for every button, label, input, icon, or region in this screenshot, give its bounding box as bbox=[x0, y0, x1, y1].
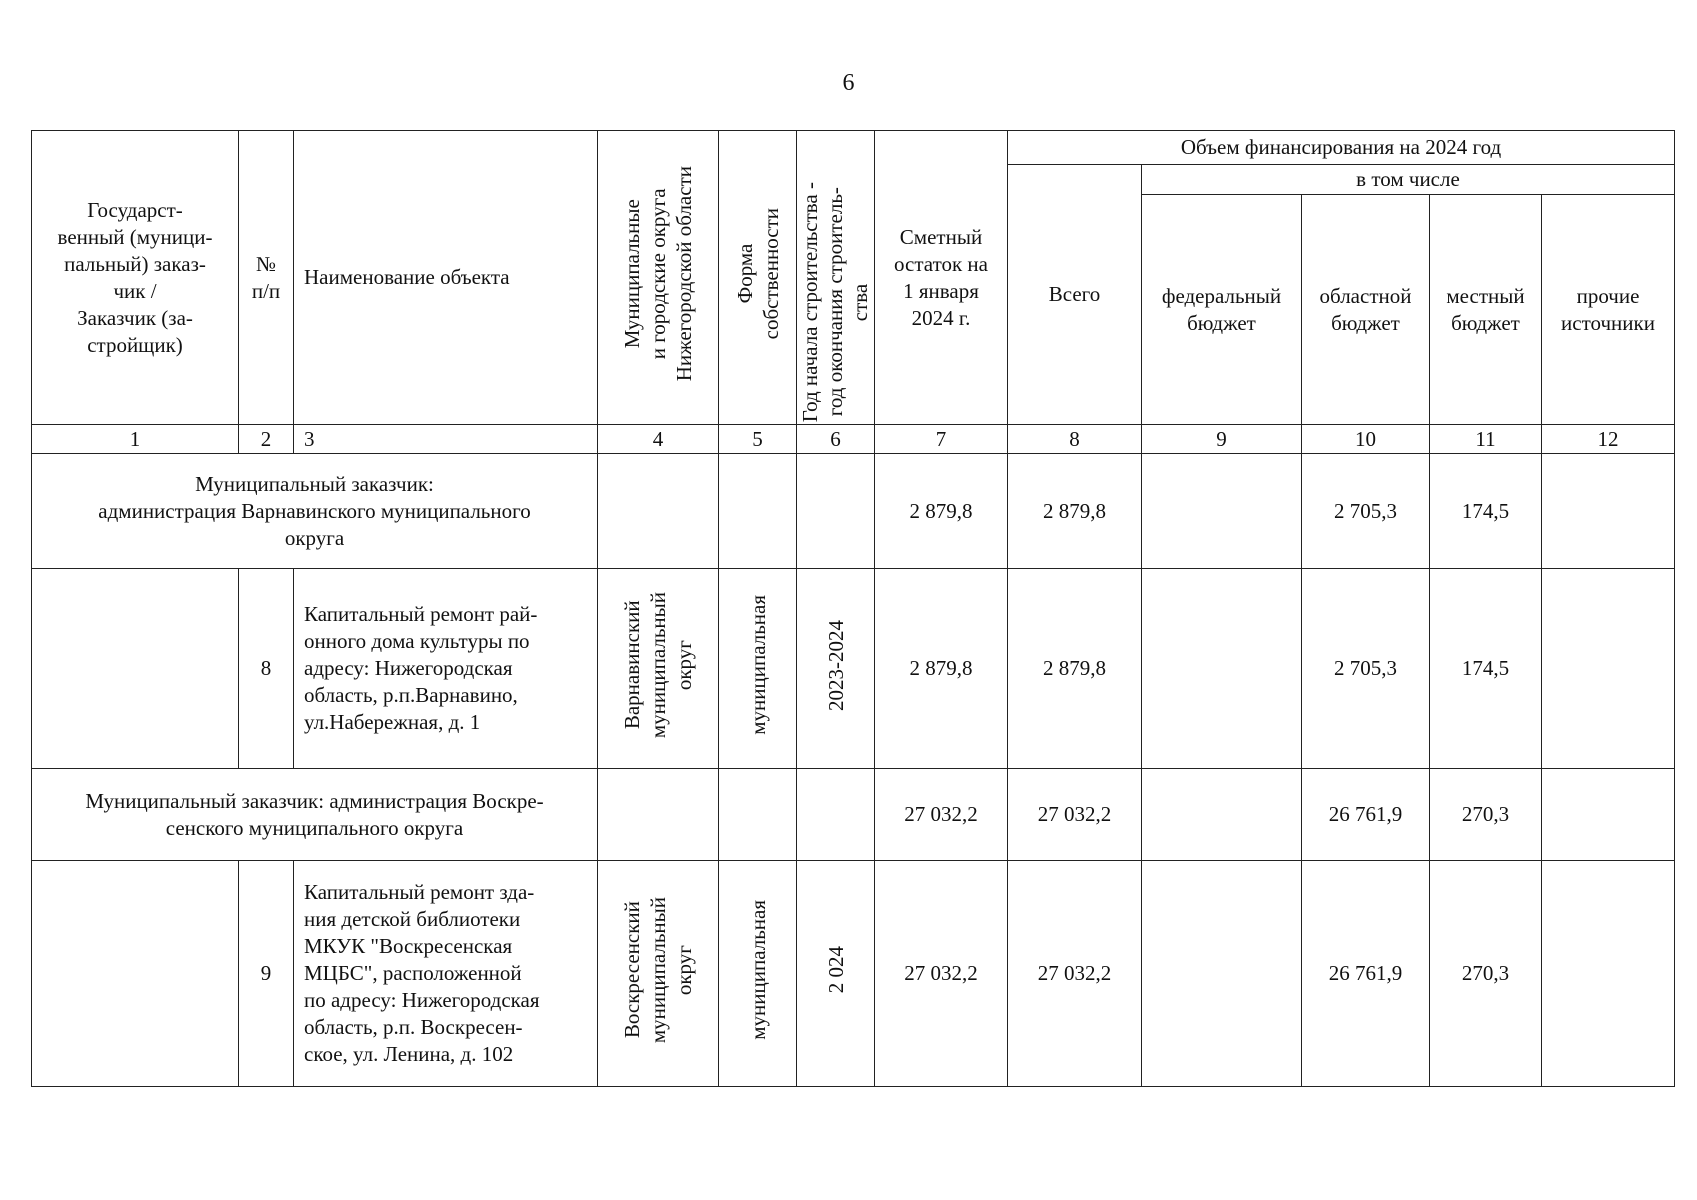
item-years: 2 024 bbox=[797, 861, 875, 1087]
blank-cell bbox=[797, 769, 875, 861]
header-customer: Государст- венный (муници- пальный) заказ- чик / Заказчик (за- стройщик) bbox=[32, 131, 239, 425]
column-number: 10 bbox=[1302, 425, 1430, 454]
group-total: 27 032,2 bbox=[1008, 769, 1142, 861]
item-total: 2 879,8 bbox=[1008, 569, 1142, 769]
header-federal: федеральный бюджет bbox=[1142, 195, 1302, 425]
item-number: 8 bbox=[239, 569, 294, 769]
group-local: 174,5 bbox=[1430, 454, 1542, 569]
header-ownership: Форма собственности bbox=[719, 131, 797, 425]
group-total: 2 879,8 bbox=[1008, 454, 1142, 569]
header-municipal-districts: Муниципальные и городские округа Нижегородской области bbox=[598, 131, 719, 425]
item-regional: 2 705,3 bbox=[1302, 569, 1430, 769]
blank-cell bbox=[32, 861, 239, 1087]
blank-cell bbox=[32, 569, 239, 769]
group-other bbox=[1542, 454, 1675, 569]
item-local: 174,5 bbox=[1430, 569, 1542, 769]
blank-cell bbox=[719, 454, 797, 569]
column-number: 4 bbox=[598, 425, 719, 454]
blank-cell bbox=[797, 454, 875, 569]
column-number: 5 bbox=[719, 425, 797, 454]
column-number: 3 bbox=[294, 425, 598, 454]
header-object-name: Наименование объекта bbox=[294, 131, 598, 425]
group-regional: 2 705,3 bbox=[1302, 454, 1430, 569]
item-ownership: муниципальная bbox=[719, 861, 797, 1087]
column-number: 6 bbox=[797, 425, 875, 454]
item-federal bbox=[1142, 861, 1302, 1087]
item-row bbox=[32, 569, 1675, 769]
header-estimate-remainder: Сметный остаток на 1 января 2024 г. bbox=[875, 131, 1008, 425]
column-number: 7 bbox=[875, 425, 1008, 454]
header-number: № п/п bbox=[239, 131, 294, 425]
group-customer: Муниципальный заказчик: администрация Варнавинского муниципального округа bbox=[32, 454, 598, 569]
item-estimate: 27 032,2 bbox=[875, 861, 1008, 1087]
header-local: местный бюджет bbox=[1430, 195, 1542, 425]
group-other bbox=[1542, 769, 1675, 861]
financing-table bbox=[31, 130, 1675, 1087]
header-regional: областной бюджет bbox=[1302, 195, 1430, 425]
item-other bbox=[1542, 569, 1675, 769]
page-number: 6 bbox=[842, 70, 855, 96]
group-customer: Муниципальный заказчик: администрация Воскре- сенского муниципального округа bbox=[32, 769, 598, 861]
column-number: 9 bbox=[1142, 425, 1302, 454]
item-name: Капитальный ремонт зда- ния детской библиотеки МКУК "Воскресенская МЦБС", расположенной по адресу: Нижегородская область, р.п. Воскресен- ское, ул. Ленина, д. 102 bbox=[294, 861, 598, 1087]
item-district: Варнавинский муниципальный округ bbox=[598, 569, 719, 769]
group-federal bbox=[1142, 769, 1302, 861]
header-financing-title: Объем финансирования на 2024 год bbox=[1008, 131, 1675, 165]
item-total: 27 032,2 bbox=[1008, 861, 1142, 1087]
blank-cell bbox=[719, 769, 797, 861]
blank-cell bbox=[598, 454, 719, 569]
header-other: прочие источники bbox=[1542, 195, 1675, 425]
column-number: 2 bbox=[239, 425, 294, 454]
header-including: в том числе bbox=[1142, 165, 1675, 195]
item-number: 9 bbox=[239, 861, 294, 1087]
group-regional: 26 761,9 bbox=[1302, 769, 1430, 861]
group-row bbox=[32, 454, 1675, 569]
item-ownership: муниципальная bbox=[719, 569, 797, 769]
group-estimate: 2 879,8 bbox=[875, 454, 1008, 569]
header-total: Всего bbox=[1008, 165, 1142, 425]
column-number: 8 bbox=[1008, 425, 1142, 454]
group-estimate: 27 032,2 bbox=[875, 769, 1008, 861]
column-number: 1 bbox=[32, 425, 239, 454]
item-other bbox=[1542, 861, 1675, 1087]
item-name: Капитальный ремонт рай- онного дома культуры по адресу: Нижегородская область, р.п.Варнавино, ул.Набережная, д. 1 bbox=[294, 569, 598, 769]
group-local: 270,3 bbox=[1430, 769, 1542, 861]
item-regional: 26 761,9 bbox=[1302, 861, 1430, 1087]
group-row bbox=[32, 769, 1675, 861]
item-federal bbox=[1142, 569, 1302, 769]
item-estimate: 2 879,8 bbox=[875, 569, 1008, 769]
item-row bbox=[32, 861, 1675, 1087]
item-years: 2023-2024 bbox=[797, 569, 875, 769]
item-local: 270,3 bbox=[1430, 861, 1542, 1087]
column-number: 11 bbox=[1430, 425, 1542, 454]
header-years: Год начала строительства - год окончания строитель- ства bbox=[797, 131, 875, 425]
group-federal bbox=[1142, 454, 1302, 569]
column-numbers-row bbox=[32, 425, 1675, 454]
item-district: Воскресенский муниципальный округ bbox=[598, 861, 719, 1087]
blank-cell bbox=[598, 769, 719, 861]
column-number: 12 bbox=[1542, 425, 1675, 454]
